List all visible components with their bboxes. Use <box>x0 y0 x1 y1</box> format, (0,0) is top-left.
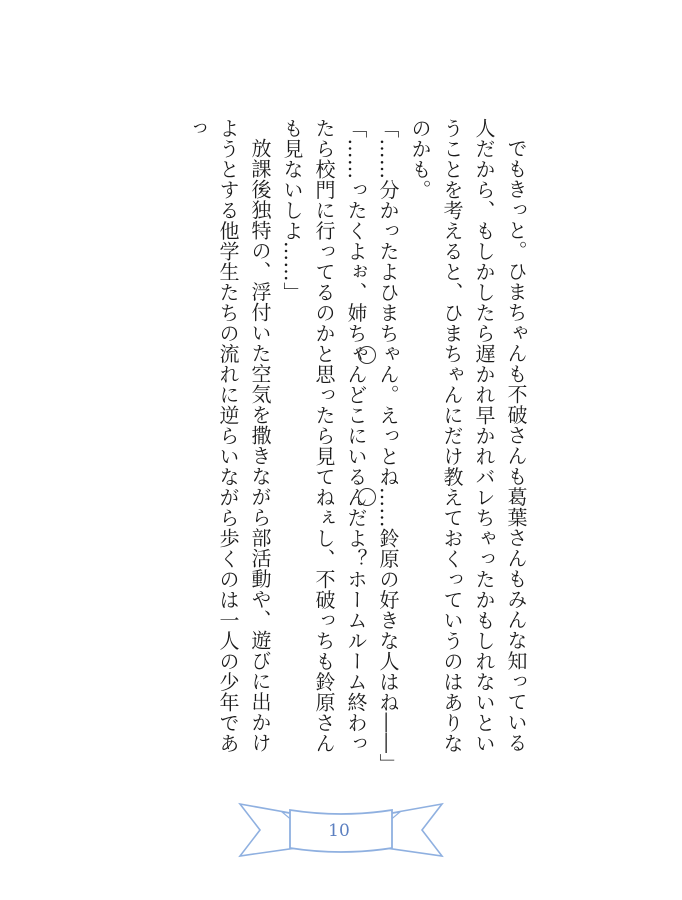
ribbon-left-tail <box>240 804 296 856</box>
scene-break-circle <box>358 346 376 364</box>
ribbon-right-tail <box>386 804 442 856</box>
page-number: 10 <box>328 821 350 841</box>
dialogue-line-2: 「……ったくよぉ、姉ちゃんどこにいるんだよ？ホームルーム終わったら校門に行ってるのかと思ったら見てねぇし、不破っちも鈴原さんも見ないしよ……」 <box>280 118 368 754</box>
narration-paragraph-1: でもきっと。ひまちゃんも不破さんも葛葉さんもみんな知っている人だから、もしかしたら遅かれ早かれバレちゃったかもしれないということを考えると、ひまちゃんにだけ教えておくっていうのはありなのかも。 <box>408 118 528 754</box>
vertical-text-body <box>172 118 532 774</box>
dialogue-line-1: 「……分かったよひまちゃん。えっとね……鈴原の好きな人はね――」 <box>376 118 400 774</box>
scene-break-circle <box>358 488 376 506</box>
narration-paragraph-2: 放課後独特の、浮付いた空気を撒きながら部活動や、遊びに出かけようとする他学生たちの流れに逆らいながら歩くのは一人の少年であっ <box>184 118 272 754</box>
